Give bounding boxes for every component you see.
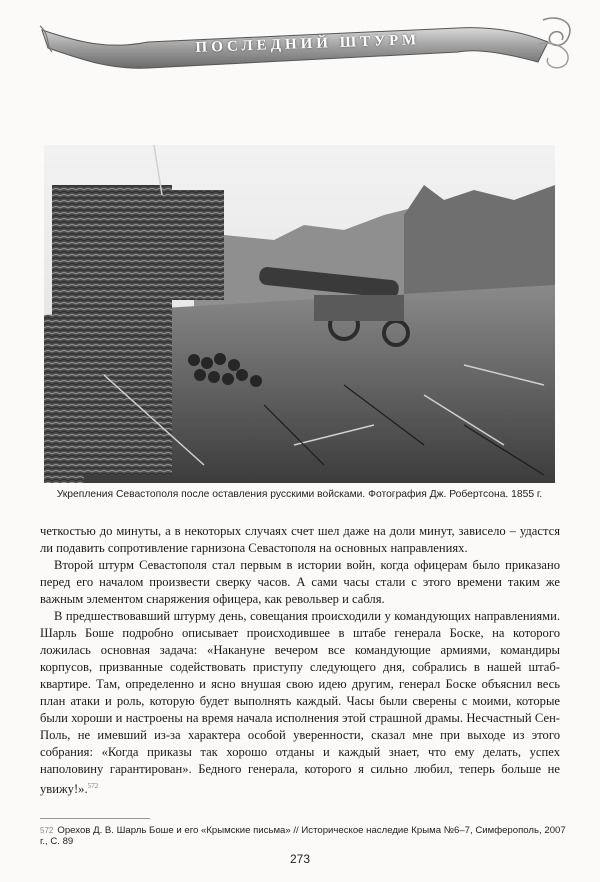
footnote — [40, 825, 570, 847]
footnote-reference: 572 — [87, 782, 99, 790]
page-number: 273 — [289, 852, 311, 866]
paragraph-meeting-text: В предшествовавший штурму день, совещания происходили у командующих направлениями. Шарль Боше подробно описывает происходившее в штабе генерала Боске, на которого ложилась основная задача: «Накануне вечером все командующие армиями, командиры корпусов, призванные содействовать приступу следующего дня, собрались в нашей штаб-квартире. Там, определенно и ясно внушая свою идею другим, генерал Боске объяснил весь план атаки и роль, которую будет выполнять каждый. Часы были сверены с моими, которые были хороши и настроены на время начала исполнения этой страшной драмы. Несчастный Сен-Поль, не имевший из-за характера особой уверенности, сказал мне при выходе из этого собрания: «Когда приказы так хорошо отданы и каждый знает, что ему делать, успех наполовину гарантирован». Бедного генерала, которого я сильно любил, теперь больше не увижу!». — [40, 609, 560, 797]
photo-caption: Укрепления Севастополя после оставления русскими войсками. Фотография Дж. Робертсона. 1855 г. — [56, 489, 543, 500]
footnote-divider — [40, 818, 150, 819]
chapter-ribbon — [38, 12, 580, 72]
paragraph-meeting — [40, 608, 560, 798]
main-text — [40, 523, 560, 798]
historical-photograph — [44, 145, 555, 483]
paragraph-continuation: четкостью до минуты, а в некоторых случаях счет шел даже на доли минут, зависело – удастся ли подавить сопротивление гарнизона Севастополя на основных направлениях. — [40, 524, 560, 555]
chapter-title: ПОСЛЕДНИЙ ШТУРМ — [195, 32, 421, 56]
footnote-text: Орехов Д. В. Шарль Боше и его «Крымские письма» // Историческое наследие Крыма №6–7, Симферополь, 2007 г., С. 89 — [40, 825, 566, 847]
paragraph-watches: Второй штурм Севастополя стал первым в истории войн, когда офицерам было приказано перед его началом произвести сверку часов. А сами часы стали с этого времени таким же важным элементом снаряжения офицера, как револьвер и сабля. — [40, 558, 560, 606]
footnote-mark: 572 — [40, 826, 54, 835]
fortification-photo — [44, 145, 555, 483]
